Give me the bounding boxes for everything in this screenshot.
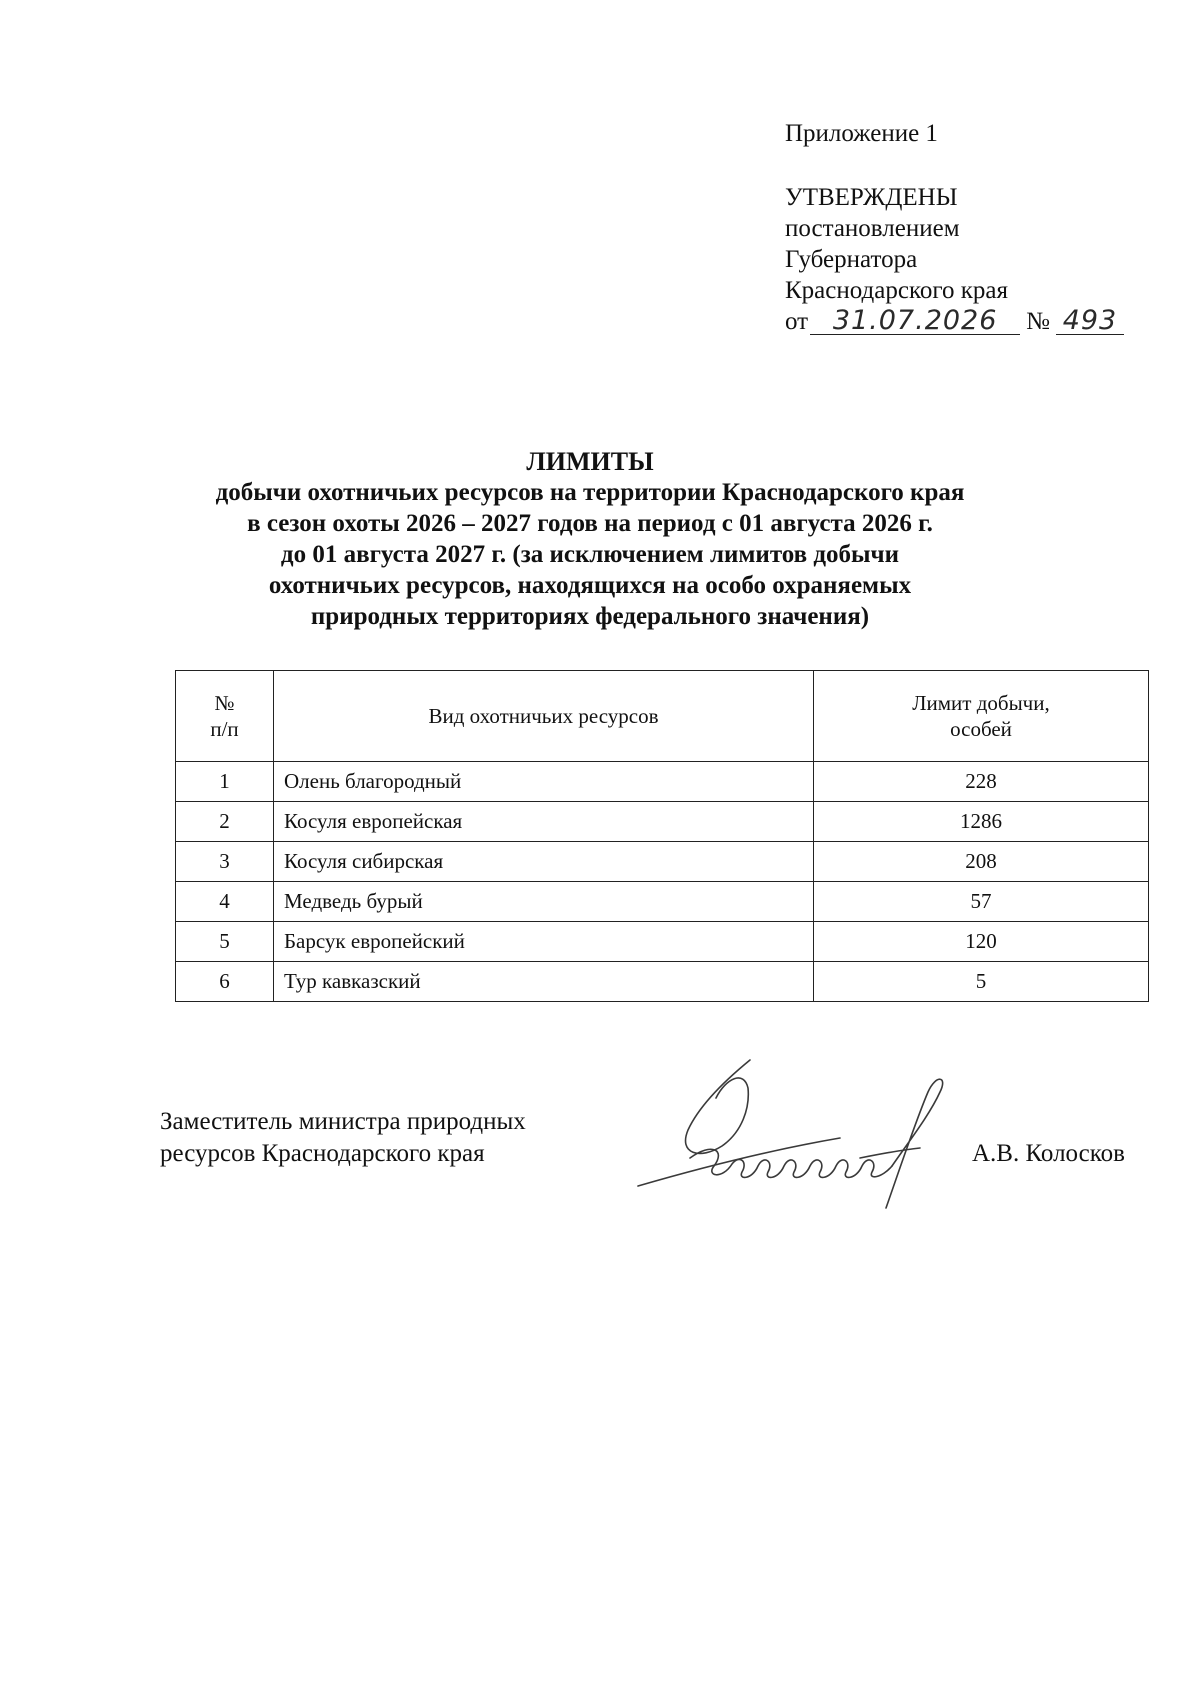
- appendix-label: Приложение 1: [785, 120, 938, 147]
- header-number: [176, 671, 274, 762]
- table-row: [176, 802, 1149, 842]
- row-resource-name: Олень благородный: [274, 762, 814, 802]
- number-prefix: №: [1026, 308, 1050, 335]
- row-limit: 5: [814, 962, 1149, 1002]
- approval-line-1: постановлением: [785, 215, 960, 242]
- header-resource-type: Вид охотничьих ресурсов: [274, 671, 814, 762]
- approval-line-2: Губернатора: [785, 246, 918, 273]
- position-line-2: ресурсов Краснодарского края: [160, 1140, 485, 1167]
- date-prefix: от: [785, 308, 809, 335]
- row-resource-name: Тур кавказский: [274, 962, 814, 1002]
- approved-label: УТВЕРЖДЕНЫ: [785, 184, 958, 211]
- table-row: [176, 962, 1149, 1002]
- title-line-2: в сезон охоты 2026 – 2027 годов на период с 01 августа 2026 г.: [247, 510, 933, 537]
- table-row: [176, 882, 1149, 922]
- row-number: 5: [176, 922, 274, 962]
- title-line-3: до 01 августа 2027 г. (за исключением лимитов добычи: [280, 541, 900, 568]
- header-limit: [814, 671, 1149, 762]
- row-limit: 1286: [814, 802, 1149, 842]
- table-row: [176, 922, 1149, 962]
- header-limit-line-1: Лимит добычи,: [912, 691, 1050, 715]
- row-number: 4: [176, 882, 274, 922]
- row-limit: 228: [814, 762, 1149, 802]
- signatory-position: [160, 1106, 526, 1170]
- title-heading: ЛИМИТЫ: [526, 447, 654, 476]
- row-number: 6: [176, 962, 274, 1002]
- table-header-row: [176, 671, 1149, 762]
- approval-stamp: [785, 118, 1124, 337]
- handwritten-date: 31.07.2026: [810, 308, 1020, 335]
- row-number: 3: [176, 842, 274, 882]
- header-number-sign: №: [214, 691, 235, 715]
- signatory-name: А.В. Колосков: [972, 1140, 1125, 1167]
- row-number: 1: [176, 762, 274, 802]
- document-title: [160, 446, 1020, 632]
- table-row: [176, 842, 1149, 882]
- position-line-1: Заместитель министра природных: [160, 1108, 526, 1135]
- row-limit: 120: [814, 922, 1149, 962]
- title-line-1: добычи охотничьих ресурсов на территории Краснодарского края: [215, 479, 965, 506]
- approval-line-3: Краснодарского края: [785, 277, 1008, 304]
- title-line-5: природных территориях федерального значения): [310, 603, 870, 630]
- title-line-4: охотничьих ресурсов, находящихся на особо охраняемых: [268, 572, 912, 599]
- approval-date-line: [785, 306, 1124, 337]
- row-limit: 208: [814, 842, 1149, 882]
- limits-table: [175, 670, 1149, 1002]
- table-row: [176, 762, 1149, 802]
- header-number-pp: п/п: [210, 717, 239, 741]
- header-limit-line-2: особей: [950, 717, 1012, 741]
- row-resource-name: Косуля европейская: [274, 802, 814, 842]
- row-resource-name: Барсук европейский: [274, 922, 814, 962]
- handwritten-number: 493: [1056, 308, 1124, 335]
- row-resource-name: Медведь бурый: [274, 882, 814, 922]
- row-number: 2: [176, 802, 274, 842]
- row-resource-name: Косуля сибирская: [274, 842, 814, 882]
- row-limit: 57: [814, 882, 1149, 922]
